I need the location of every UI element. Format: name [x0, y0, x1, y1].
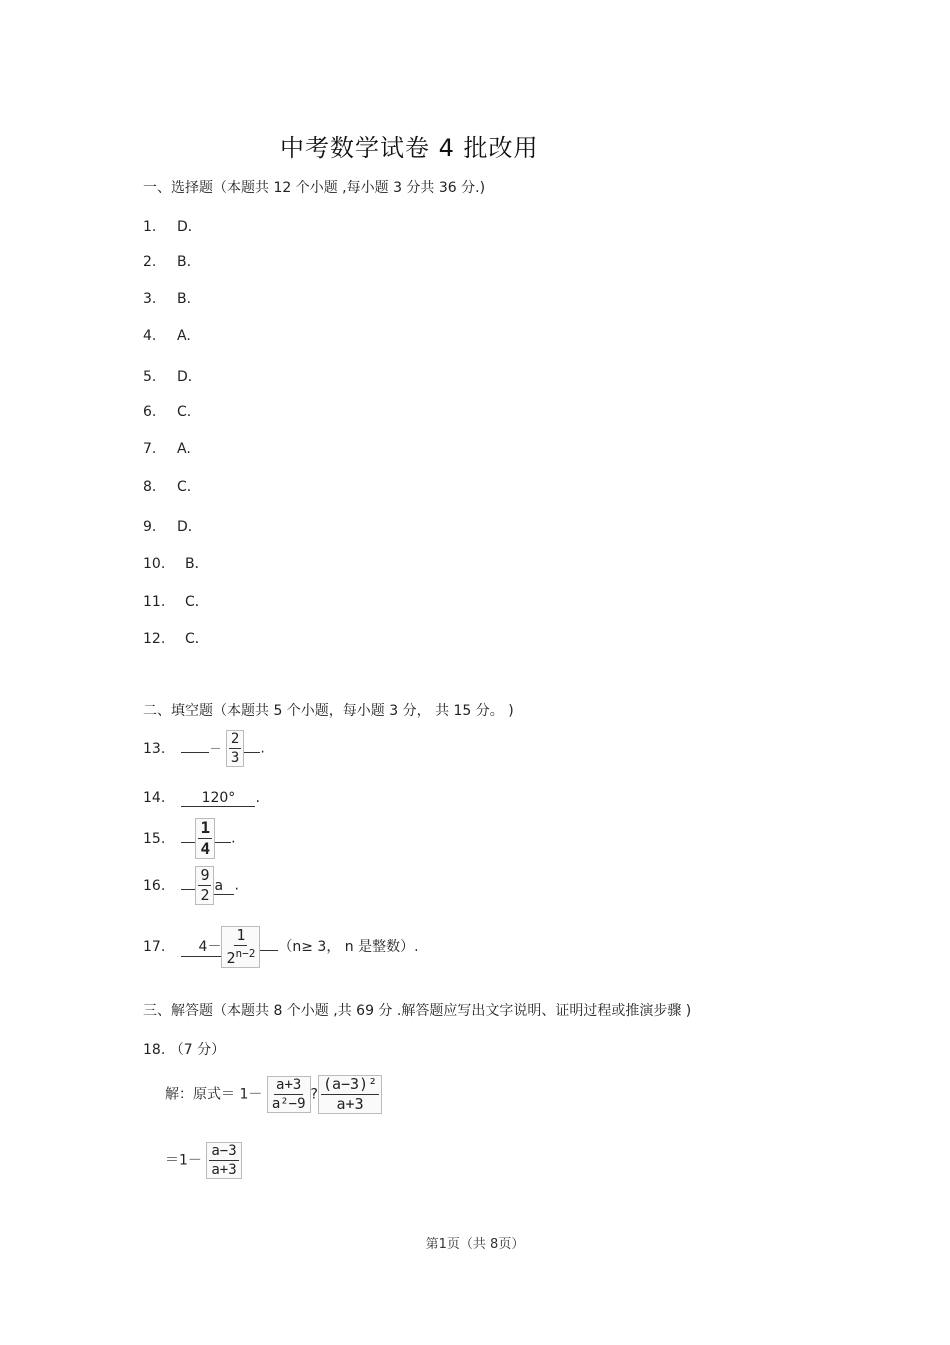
period: .: [255, 790, 260, 806]
page-footer: 第1页（共 8页）: [425, 1237, 525, 1252]
solution-prefix: ＝1－: [165, 1152, 202, 1169]
answer-value: 120°: [201, 790, 236, 806]
choice-answer-row: [143, 366, 202, 386]
answer-number: 3.: [143, 291, 157, 307]
fraction: [195, 866, 214, 905]
question-18-header: 18. （7 分）: [143, 1042, 226, 1058]
answer-number: 12.: [143, 631, 166, 647]
fraction-3: [206, 1142, 241, 1179]
choice-answer-row: [143, 479, 191, 495]
numerator: 9: [200, 866, 210, 884]
answer-number: 17.: [143, 939, 166, 955]
numerator: 1: [200, 818, 211, 837]
answer-blank: [181, 842, 195, 843]
answer-number: 9.: [143, 519, 157, 535]
answer-number: 14.: [143, 790, 166, 806]
answer-number: 1.: [143, 219, 157, 235]
numerator: a−3: [211, 1143, 237, 1159]
fraction-2: [318, 1075, 382, 1114]
choice-answer-row: [143, 553, 209, 573]
period: .: [231, 830, 236, 847]
variable: a: [214, 877, 224, 894]
section-fill-header: 二、填空题（本题共 5 个小题，每小题 3 分， 共 15 分。 ): [143, 703, 514, 719]
answer-letter: C．: [185, 594, 209, 610]
answer-number: 7.: [143, 441, 157, 457]
fill-answer-15: [143, 818, 236, 859]
answer-letter: D．: [177, 519, 202, 535]
choice-answer-row: [143, 328, 191, 344]
answer-letter: D．: [177, 369, 202, 385]
choice-answer-row: [143, 291, 191, 307]
answer-number: 11.: [143, 594, 166, 610]
answer-number: 10.: [143, 556, 166, 572]
fraction: [226, 730, 244, 767]
fraction-1: [267, 1076, 311, 1113]
answer-letter: C.: [177, 404, 192, 420]
answer-blank: [181, 936, 221, 957]
answer-suffix: （n≥ 3， n 是整数）.: [278, 939, 419, 955]
answer-letter: A.: [177, 441, 191, 457]
page-title: 中考数学试卷 4 批改用: [280, 134, 539, 162]
answer-blank: [181, 752, 209, 753]
answer-blank: [244, 752, 260, 753]
section-choice-header: 一、选择题（本题共 12 个小题 ,每小题 3 分共 36 分.): [143, 180, 486, 196]
answer-blank: [181, 889, 195, 890]
numerator: a+3: [276, 1077, 302, 1093]
answer-letter: B．: [185, 556, 209, 572]
solution-line-1: [165, 1075, 382, 1114]
denominator: 2: [200, 886, 210, 904]
choice-answer-row: [143, 516, 202, 536]
denominator: [224, 946, 257, 967]
period: .: [260, 740, 265, 757]
answer-letter: C．: [185, 631, 209, 647]
choice-answer-row: [143, 441, 191, 457]
fraction: [195, 818, 215, 859]
answer-number: 13.: [143, 740, 166, 757]
fill-answer-17: [143, 926, 419, 968]
answer-number: 16.: [143, 877, 166, 894]
answer-number: 15.: [143, 830, 166, 847]
answer-number: 2.: [143, 254, 157, 270]
fill-answer-14: [143, 790, 260, 807]
denominator-base: 2: [226, 949, 236, 967]
answer-letter: A.: [177, 328, 191, 344]
sign: －: [209, 741, 222, 756]
numerator: (a−3)²: [322, 1075, 378, 1093]
numerator: 1: [236, 926, 246, 944]
fill-answer-16: [143, 866, 239, 905]
answer-blank: [215, 842, 231, 843]
section-solve-header: 三、解答题（本题共 8 个小题 ,共 69 分 .解答题应写出文字说明、证明过程或推演步骤 ): [143, 1003, 692, 1019]
solution-prefix: 解：原式＝ 1－: [165, 1086, 263, 1103]
denominator: 3: [230, 750, 240, 766]
expression-prefix: 4－: [198, 939, 222, 955]
answer-letter: C.: [177, 479, 192, 495]
fraction: [221, 926, 260, 968]
answer-letter: D．: [177, 219, 202, 235]
choice-answer-row: [143, 254, 191, 270]
answer-letter: B.: [177, 254, 192, 270]
denominator-exponent: n−2: [235, 947, 256, 960]
denominator: a²−9: [271, 1096, 306, 1112]
fill-answer-13: [143, 730, 265, 767]
answer-blank: [260, 950, 278, 951]
operator: ?: [310, 1086, 318, 1103]
denominator: a+3: [336, 1095, 364, 1113]
choice-answer-row: [143, 591, 209, 611]
denominator: 4: [200, 839, 211, 858]
answer-blank: [181, 790, 255, 807]
answer-number: 8.: [143, 479, 157, 495]
answer-number: 6.: [143, 404, 157, 420]
answer-number: 4.: [143, 328, 157, 344]
answer-letter: B.: [177, 291, 192, 307]
choice-answer-row: [143, 216, 202, 236]
denominator: a+3: [211, 1162, 237, 1178]
numerator: 2: [230, 731, 240, 747]
solution-line-2: [165, 1142, 242, 1179]
answer-number: 5.: [143, 369, 157, 385]
answer-blank: [214, 878, 234, 895]
choice-answer-row: [143, 404, 191, 420]
period: .: [234, 877, 239, 894]
choice-answer-row: [143, 628, 209, 648]
